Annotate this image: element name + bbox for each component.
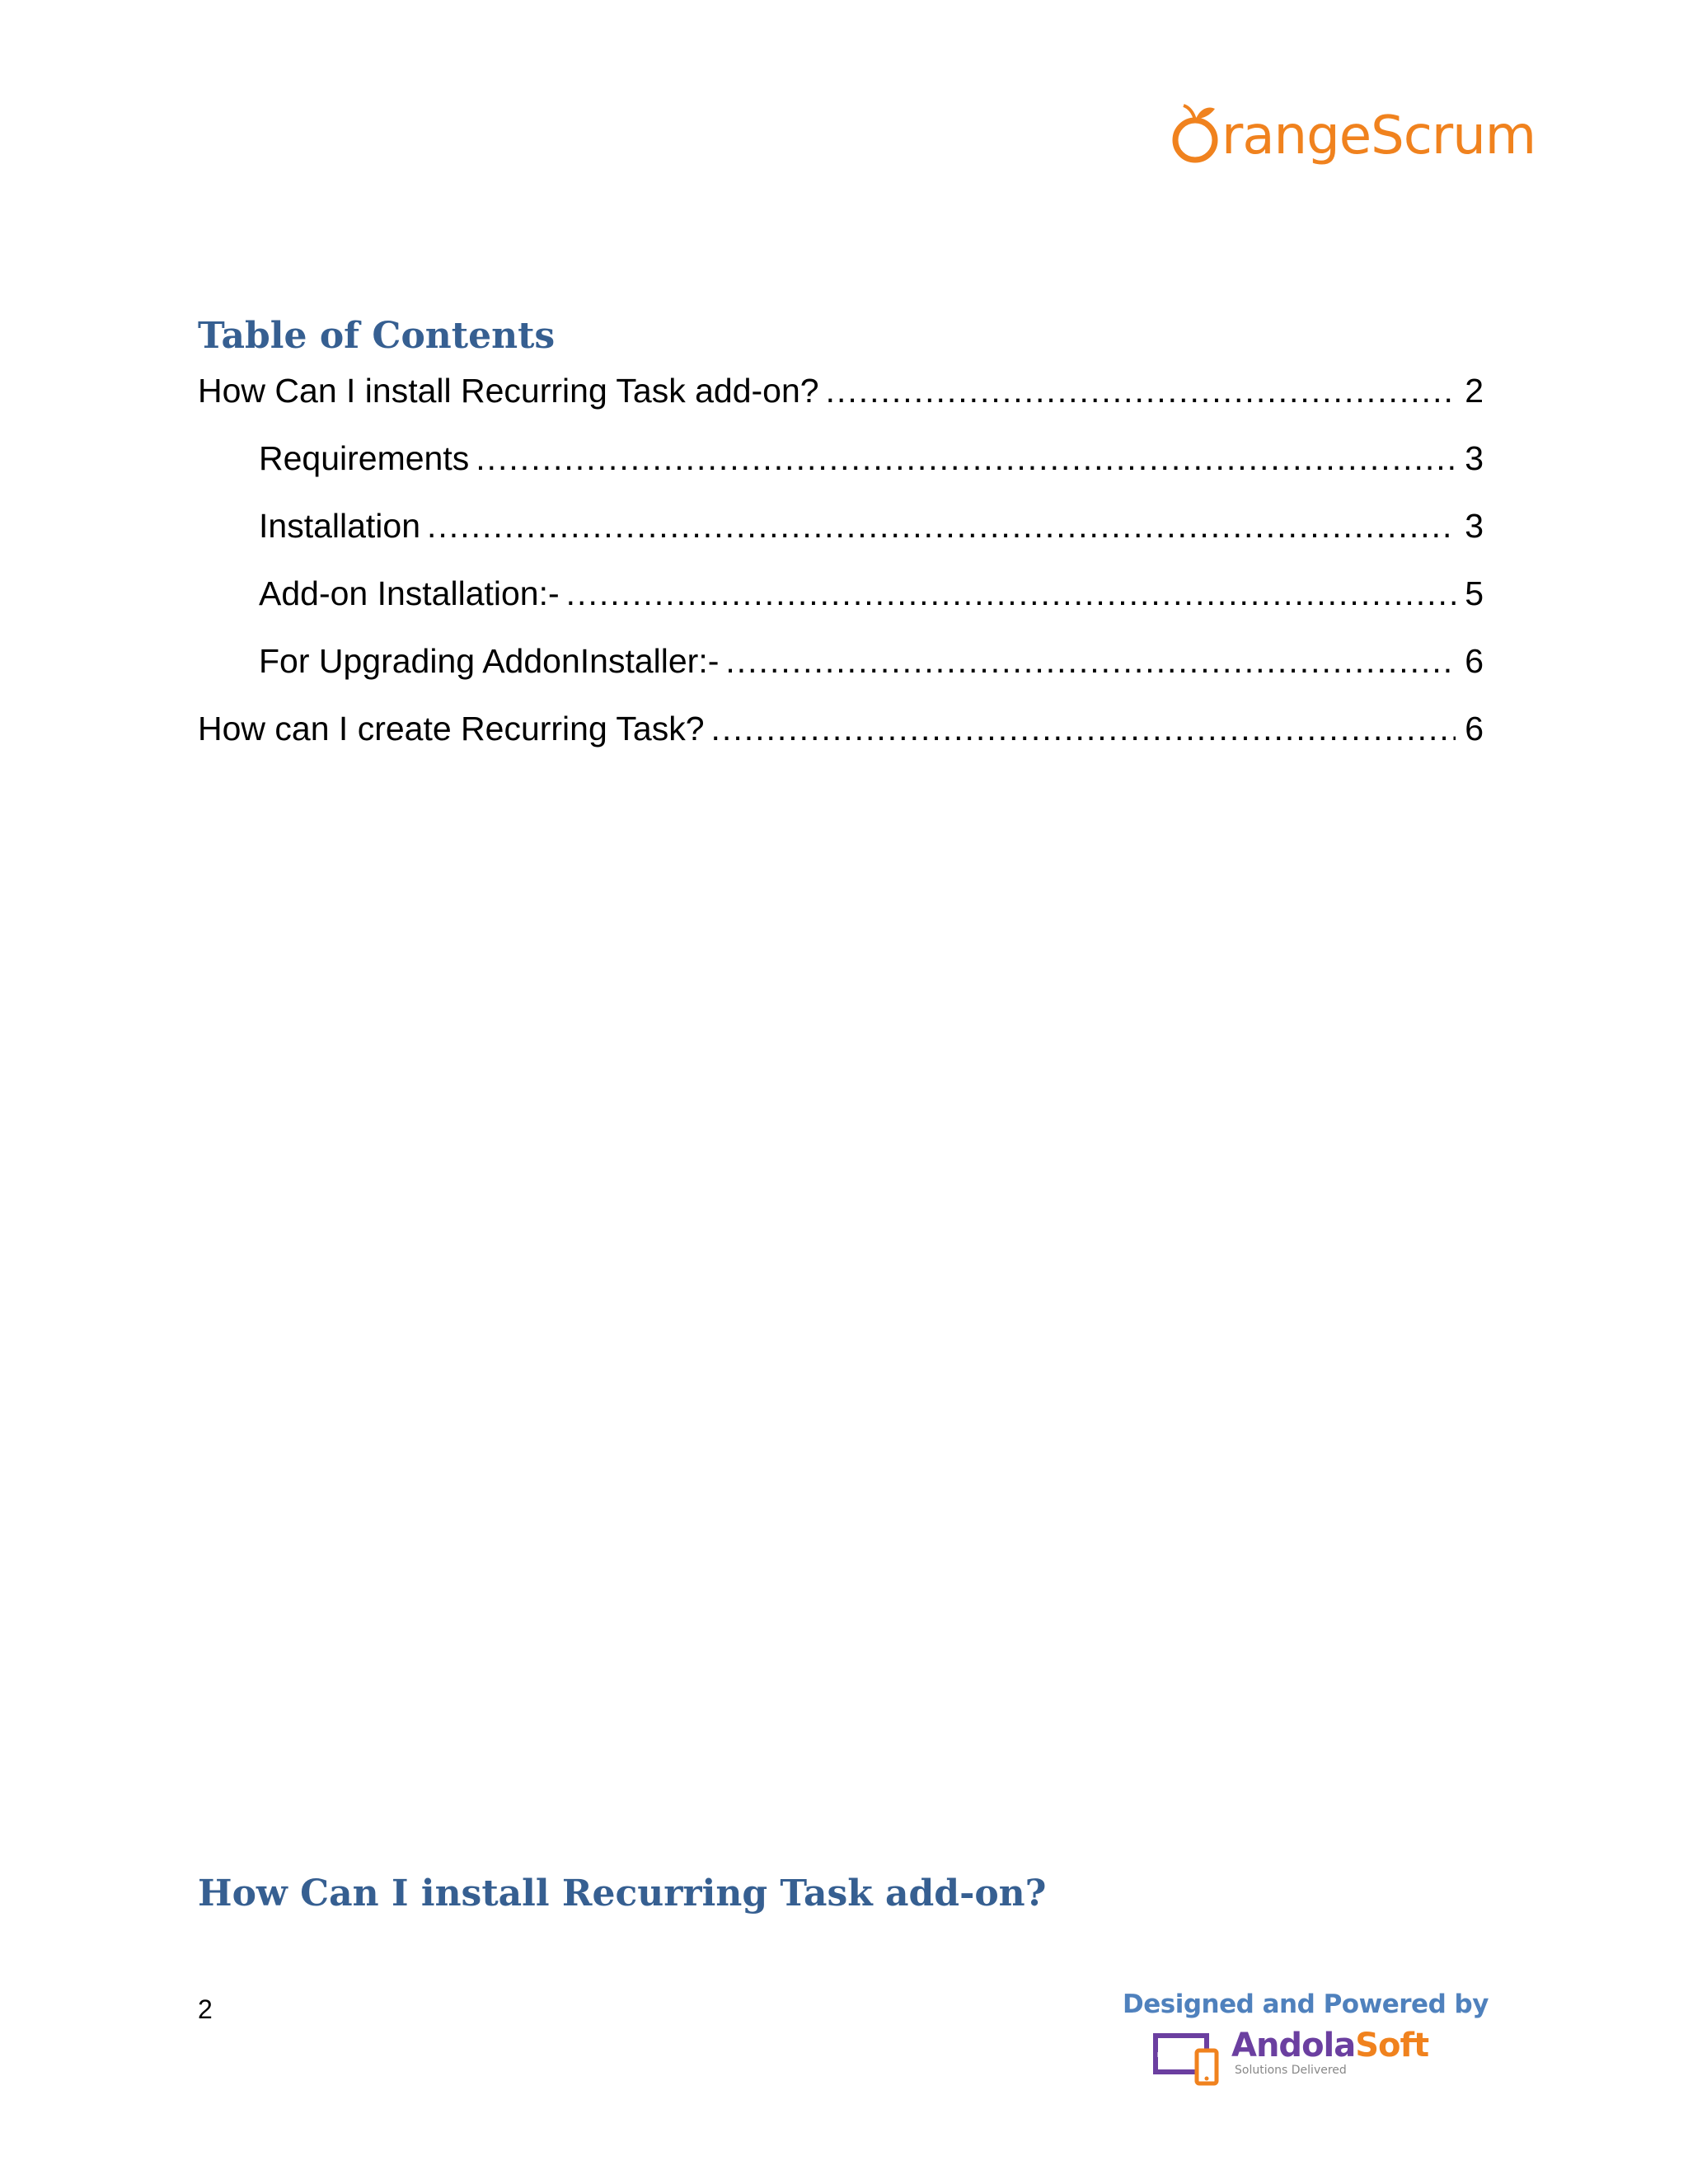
andola-name-part1: Andola <box>1231 2027 1356 2064</box>
toc-page-number: 2 <box>1465 372 1484 410</box>
toc-entry-text: Requirements <box>259 439 470 477</box>
toc-page-number: 6 <box>1465 642 1484 680</box>
andolasoft-tagline: Solutions Delivered <box>1235 2064 1347 2077</box>
toc-page-number: 5 <box>1465 574 1484 612</box>
toc-entry-create-recurring-task[interactable] <box>198 704 1484 771</box>
toc-leader-dots <box>711 704 1456 753</box>
toc-entry-requirements[interactable] <box>198 434 1484 501</box>
credit-text: Designed and Powered by <box>1123 1990 1489 2019</box>
toc-leader-dots <box>476 434 1456 483</box>
andolasoft-name <box>1231 2027 1428 2064</box>
toc-entry-upgrading-addoninstaller[interactable] <box>198 636 1484 704</box>
toc-entry-text: How Can I install Recurring Task add-on? <box>198 372 819 410</box>
andola-name-part2: Soft <box>1355 2027 1429 2064</box>
toc-entry-addon-installation[interactable] <box>198 569 1484 636</box>
toc-page-number: 3 <box>1465 507 1484 545</box>
section-heading: How Can I install Recurring Task add-on? <box>198 1872 1047 1915</box>
toc-leader-dots <box>826 366 1456 415</box>
orangescrum-logo <box>1170 92 1536 166</box>
toc-entry-text: Installation <box>259 507 421 545</box>
toc-leader-dots <box>566 569 1456 618</box>
toc-leader-dots <box>427 501 1456 551</box>
toc-entry-text: For Upgrading AddonInstaller:- <box>259 642 720 680</box>
toc-entry-text: How can I create Recurring Task? <box>198 710 705 748</box>
logo-text: rangeScrum <box>1221 105 1536 166</box>
orange-logo-icon <box>1170 101 1220 166</box>
toc-leader-dots <box>725 636 1456 686</box>
toc-entry-text: Add-on Installation:- <box>259 574 560 612</box>
page-number: 2 <box>198 1994 213 2024</box>
andolasoft-text <box>1231 2027 1428 2077</box>
toc-page-number: 6 <box>1465 710 1484 748</box>
table-of-contents <box>198 366 1484 771</box>
andolasoft-logo <box>1152 2027 1452 2087</box>
footer-credit <box>1123 1988 1489 2087</box>
toc-title: Table of Contents <box>198 315 556 357</box>
toc-entry-install-addon[interactable] <box>198 366 1484 434</box>
toc-page-number: 3 <box>1465 439 1484 477</box>
devices-icon <box>1152 2027 1226 2087</box>
toc-entry-installation[interactable] <box>198 501 1484 569</box>
